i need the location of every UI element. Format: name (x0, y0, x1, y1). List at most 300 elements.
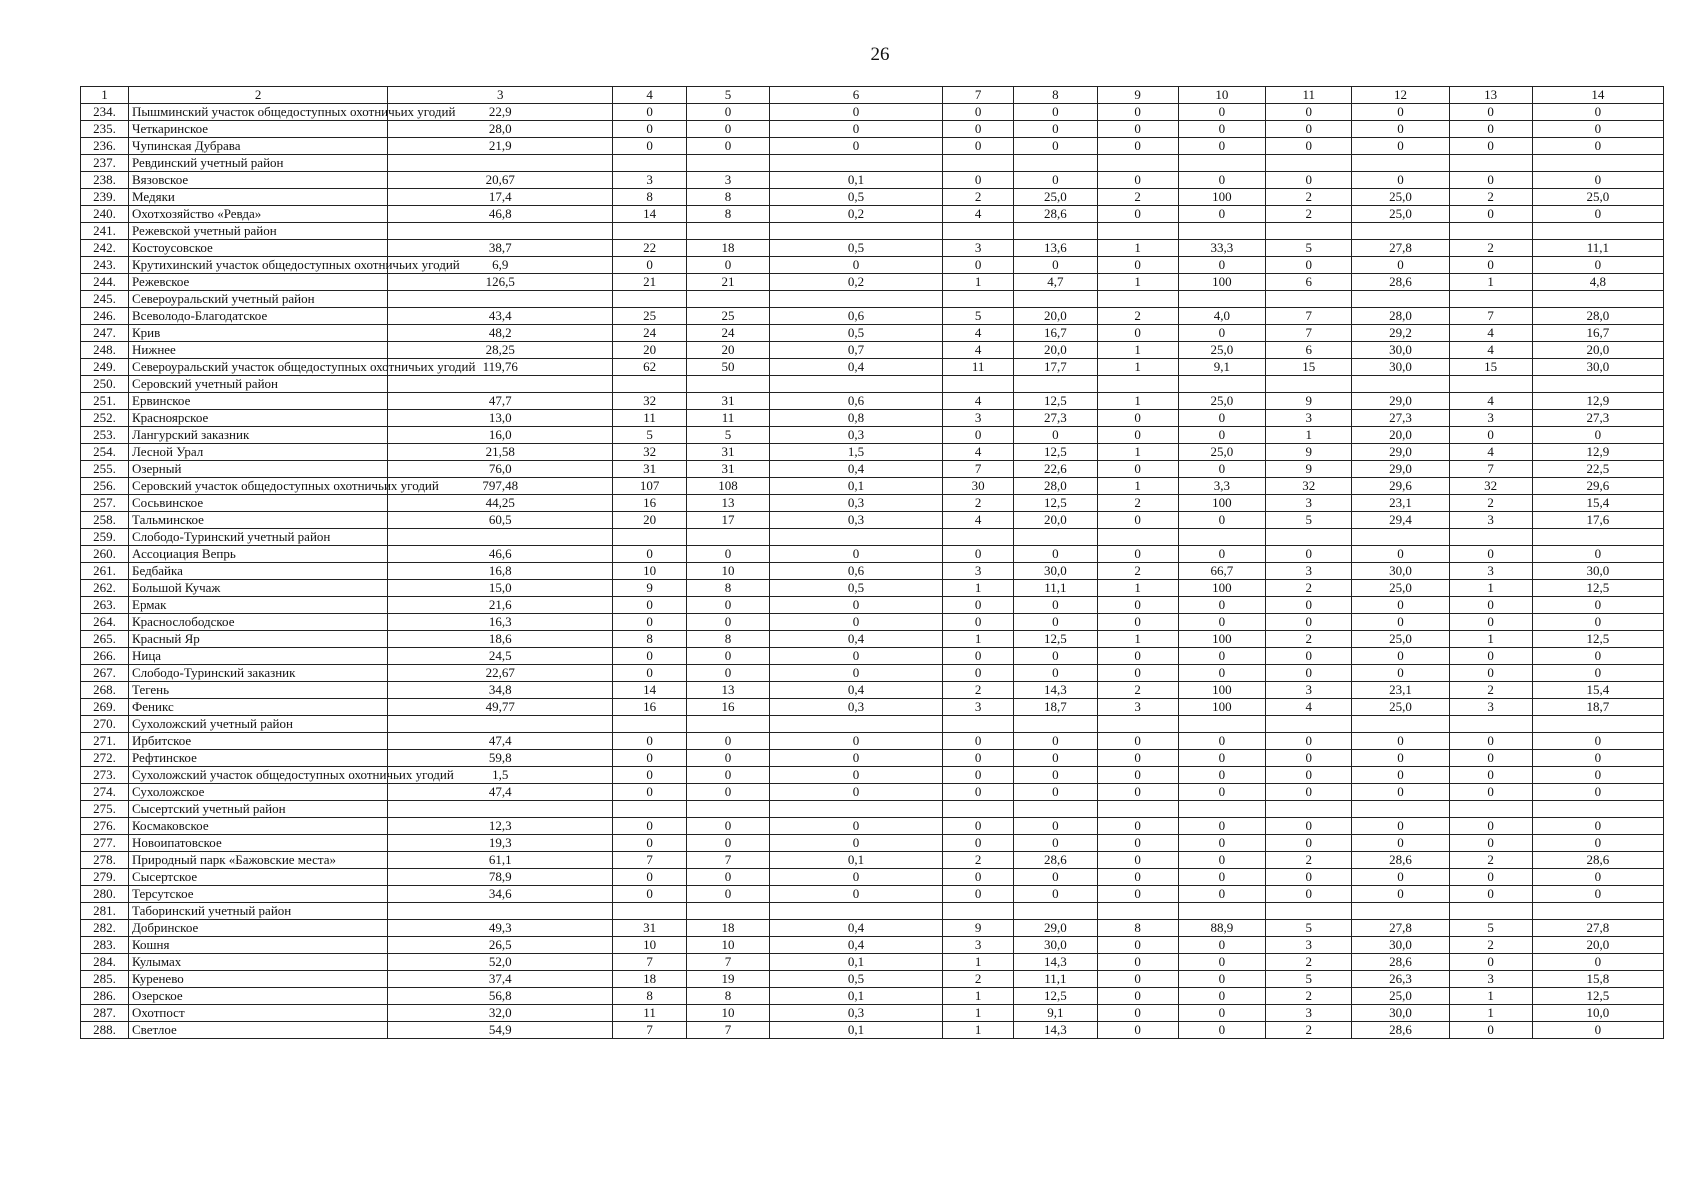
cell-value: 0 (1352, 886, 1449, 903)
cell-value: 0 (1178, 818, 1265, 835)
cell-value: 21 (613, 274, 687, 291)
cell-value: 0,5 (770, 240, 943, 257)
cell-value: 19,3 (388, 835, 613, 852)
cell-value (1014, 223, 1097, 240)
cell-value: 0 (1178, 869, 1265, 886)
row-number: 288. (81, 1022, 129, 1039)
cell-value: 0 (1178, 138, 1265, 155)
cell-value: 25,0 (1352, 631, 1449, 648)
table-row (81, 478, 1664, 495)
row-number: 286. (81, 988, 129, 1005)
cell-value: 0 (1352, 257, 1449, 274)
row-number: 241. (81, 223, 129, 240)
cell-value: 0 (1178, 325, 1265, 342)
area-name: Озерный (129, 461, 388, 478)
cell-value (613, 716, 687, 733)
cell-value: 1 (942, 1005, 1013, 1022)
cell-value: 0 (1449, 546, 1532, 563)
cell-value: 0 (770, 648, 943, 665)
row-number: 273. (81, 767, 129, 784)
cell-value: 3 (1449, 512, 1532, 529)
cell-value: 0 (1532, 172, 1663, 189)
cell-value: 20,0 (1532, 342, 1663, 359)
cell-value: 0 (1449, 886, 1532, 903)
cell-value: 59,8 (388, 750, 613, 767)
column-header: 7 (942, 87, 1013, 104)
cell-value (770, 716, 943, 733)
cell-value (686, 155, 769, 172)
table-row (81, 257, 1664, 274)
table-row (81, 189, 1664, 206)
cell-value: 15,0 (388, 580, 613, 597)
cell-value: 1 (1097, 478, 1178, 495)
row-number: 237. (81, 155, 129, 172)
cell-value: 0 (770, 138, 943, 155)
cell-value: 34,8 (388, 682, 613, 699)
cell-value: 0 (1178, 546, 1265, 563)
cell-value: 0,3 (770, 699, 943, 716)
cell-value: 23,1 (1352, 495, 1449, 512)
cell-value (686, 223, 769, 240)
cell-value: 5 (1266, 920, 1352, 937)
cell-value (388, 903, 613, 920)
cell-value: 100 (1178, 495, 1265, 512)
cell-value (1097, 291, 1178, 308)
cell-value: 10 (686, 1005, 769, 1022)
cell-value: 0,1 (770, 478, 943, 495)
cell-value: 0 (1532, 257, 1663, 274)
area-name: Крутихинский участок общедоступных охотничьих угодий (129, 257, 388, 274)
cell-value: 0 (1266, 784, 1352, 801)
cell-value: 4 (1449, 342, 1532, 359)
cell-value: 0 (1097, 512, 1178, 529)
cell-value: 32 (613, 444, 687, 461)
cell-value: 0 (1014, 597, 1097, 614)
cell-value (1352, 376, 1449, 393)
table-row (81, 886, 1664, 903)
table-row (81, 563, 1664, 580)
cell-value: 15 (1266, 359, 1352, 376)
cell-value: 18 (686, 240, 769, 257)
cell-value: 7 (686, 1022, 769, 1039)
cell-value: 0 (686, 835, 769, 852)
cell-value: 0 (1449, 818, 1532, 835)
cell-value: 0 (1097, 835, 1178, 852)
cell-value: 108 (686, 478, 769, 495)
area-name: Сысертский учетный район (129, 801, 388, 818)
cell-value: 7 (1449, 461, 1532, 478)
cell-value: 0 (1097, 206, 1178, 223)
table-row (81, 648, 1664, 665)
cell-value: 0 (1178, 206, 1265, 223)
cell-value: 24 (686, 325, 769, 342)
cell-value: 20,0 (1014, 342, 1097, 359)
cell-value: 0 (1178, 852, 1265, 869)
row-number: 248. (81, 342, 129, 359)
cell-value (1352, 155, 1449, 172)
cell-value (1449, 291, 1532, 308)
row-number: 285. (81, 971, 129, 988)
cell-value: 0,4 (770, 631, 943, 648)
cell-value (1266, 903, 1352, 920)
cell-value: 0 (613, 767, 687, 784)
cell-value: 0 (770, 257, 943, 274)
row-number: 234. (81, 104, 129, 121)
cell-value: 31 (613, 461, 687, 478)
cell-value: 0 (1014, 104, 1097, 121)
cell-value (942, 903, 1013, 920)
cell-value: 9,1 (1178, 359, 1265, 376)
cell-value (1178, 291, 1265, 308)
cell-value: 0 (770, 665, 943, 682)
cell-value (942, 155, 1013, 172)
cell-value: 3 (942, 937, 1013, 954)
table-row (81, 835, 1664, 852)
cell-value (1014, 376, 1097, 393)
cell-value: 3 (1266, 937, 1352, 954)
cell-value: 0 (613, 750, 687, 767)
cell-value: 0 (1266, 869, 1352, 886)
cell-value: 10,0 (1532, 1005, 1663, 1022)
cell-value: 1 (1449, 580, 1532, 597)
table-row (81, 512, 1664, 529)
cell-value: 0 (686, 750, 769, 767)
cell-value: 2 (1449, 937, 1532, 954)
cell-value: 29,0 (1352, 393, 1449, 410)
cell-value: 0 (1178, 971, 1265, 988)
cell-value (1352, 529, 1449, 546)
cell-value: 5 (1266, 240, 1352, 257)
cell-value: 4 (942, 342, 1013, 359)
cell-value (770, 223, 943, 240)
column-header: 5 (686, 87, 769, 104)
cell-value: 0 (1532, 427, 1663, 444)
cell-value: 46,8 (388, 206, 613, 223)
area-name: Природный парк «Бажовские места» (129, 852, 388, 869)
cell-value: 0 (942, 818, 1013, 835)
cell-value (1178, 155, 1265, 172)
row-number: 281. (81, 903, 129, 920)
cell-value: 0 (1178, 988, 1265, 1005)
cell-value: 0,6 (770, 308, 943, 325)
cell-value: 2 (942, 189, 1013, 206)
cell-value: 4 (1449, 393, 1532, 410)
cell-value: 0 (1014, 818, 1097, 835)
cell-value: 0 (613, 138, 687, 155)
cell-value: 0 (1097, 648, 1178, 665)
cell-value: 0 (686, 733, 769, 750)
cell-value: 30,0 (1352, 359, 1449, 376)
cell-value (1352, 716, 1449, 733)
row-number: 264. (81, 614, 129, 631)
cell-value: 100 (1178, 189, 1265, 206)
cell-value: 2 (1097, 495, 1178, 512)
cell-value: 3 (942, 410, 1013, 427)
cell-value: 44,25 (388, 495, 613, 512)
cell-value: 88,9 (1178, 920, 1265, 937)
cell-value: 0,1 (770, 1022, 943, 1039)
cell-value: 0,2 (770, 274, 943, 291)
row-number: 246. (81, 308, 129, 325)
cell-value: 0,4 (770, 920, 943, 937)
area-name: Таборинский учетный район (129, 903, 388, 920)
cell-value: 0,7 (770, 342, 943, 359)
cell-value: 0 (1178, 784, 1265, 801)
cell-value (388, 291, 613, 308)
cell-value: 0 (1449, 172, 1532, 189)
cell-value: 3 (1449, 410, 1532, 427)
cell-value: 3 (942, 563, 1013, 580)
cell-value: 0,3 (770, 512, 943, 529)
cell-value: 0,1 (770, 954, 943, 971)
cell-value: 9 (1266, 461, 1352, 478)
page-number: 26 (870, 44, 890, 65)
cell-value: 49,77 (388, 699, 613, 716)
area-name: Сухоложский участок общедоступных охотничьих угодий (129, 767, 388, 784)
cell-value: 1 (1097, 393, 1178, 410)
cell-value: 54,9 (388, 1022, 613, 1039)
row-number: 263. (81, 597, 129, 614)
row-number: 266. (81, 648, 129, 665)
cell-value (1532, 376, 1663, 393)
cell-value: 0 (613, 614, 687, 631)
column-header: 4 (613, 87, 687, 104)
cell-value: 0 (1097, 971, 1178, 988)
cell-value: 24,5 (388, 648, 613, 665)
cell-value: 0 (1178, 937, 1265, 954)
cell-value (613, 291, 687, 308)
cell-value: 0 (1532, 546, 1663, 563)
area-name: Ассоциация Вепрь (129, 546, 388, 563)
cell-value (1097, 376, 1178, 393)
cell-value: 11 (942, 359, 1013, 376)
area-name: Пышминский участок общедоступных охотничьих угодий (129, 104, 388, 121)
area-name: Слободо-Туринский учетный район (129, 529, 388, 546)
cell-value: 0 (1352, 818, 1449, 835)
cell-value: 0 (770, 784, 943, 801)
cell-value: 1,5 (770, 444, 943, 461)
cell-value: 1 (1097, 359, 1178, 376)
district-heading-row (81, 223, 1664, 240)
row-number: 277. (81, 835, 129, 852)
row-number: 255. (81, 461, 129, 478)
cell-value: 0 (1178, 767, 1265, 784)
cell-value (388, 223, 613, 240)
row-number: 257. (81, 495, 129, 512)
cell-value: 34,6 (388, 886, 613, 903)
cell-value: 2 (1449, 495, 1532, 512)
table-row (81, 580, 1664, 597)
cell-value (1449, 801, 1532, 818)
cell-value: 0 (686, 665, 769, 682)
row-number: 258. (81, 512, 129, 529)
cell-value: 48,2 (388, 325, 613, 342)
table-row (81, 410, 1664, 427)
cell-value: 0 (1014, 614, 1097, 631)
cell-value: 0 (686, 767, 769, 784)
cell-value: 20,0 (1014, 308, 1097, 325)
cell-value: 0 (1352, 733, 1449, 750)
cell-value: 2 (1266, 189, 1352, 206)
cell-value: 0 (942, 172, 1013, 189)
cell-value: 5 (1449, 920, 1532, 937)
column-header: 10 (1178, 87, 1265, 104)
cell-value: 20,0 (1014, 512, 1097, 529)
cell-value: 32 (1449, 478, 1532, 495)
cell-value: 33,3 (1178, 240, 1265, 257)
cell-value: 4 (942, 206, 1013, 223)
cell-value (1178, 903, 1265, 920)
cell-value: 1 (1097, 274, 1178, 291)
cell-value: 0 (770, 121, 943, 138)
table-row (81, 359, 1664, 376)
area-name: Куренево (129, 971, 388, 988)
cell-value: 7 (613, 852, 687, 869)
cell-value: 2 (942, 495, 1013, 512)
cell-value: 2 (1266, 206, 1352, 223)
column-header: 11 (1266, 87, 1352, 104)
cell-value: 28,6 (1014, 852, 1097, 869)
cell-value (1178, 376, 1265, 393)
row-number: 269. (81, 699, 129, 716)
cell-value: 0 (1266, 172, 1352, 189)
cell-value: 30 (942, 478, 1013, 495)
cell-value: 0,4 (770, 461, 943, 478)
cell-value: 2 (1449, 240, 1532, 257)
cell-value: 0 (1014, 648, 1097, 665)
cell-value: 2 (942, 852, 1013, 869)
cell-value (942, 529, 1013, 546)
cell-value (770, 155, 943, 172)
cell-value: 78,9 (388, 869, 613, 886)
cell-value: 30,0 (1014, 563, 1097, 580)
cell-value: 3 (686, 172, 769, 189)
cell-value: 1 (1449, 988, 1532, 1005)
cell-value: 12,5 (1532, 631, 1663, 648)
cell-value: 37,4 (388, 971, 613, 988)
cell-value: 12,5 (1014, 393, 1097, 410)
cell-value: 0 (1097, 818, 1178, 835)
cell-value: 47,4 (388, 733, 613, 750)
cell-value: 22,5 (1532, 461, 1663, 478)
cell-value: 12,3 (388, 818, 613, 835)
cell-value: 0 (1178, 121, 1265, 138)
area-name: Всеволодо-Благодатское (129, 308, 388, 325)
cell-value: 8 (686, 988, 769, 1005)
cell-value: 0 (1266, 614, 1352, 631)
cell-value (686, 529, 769, 546)
area-name: Красный Яр (129, 631, 388, 648)
cell-value: 0 (1097, 852, 1178, 869)
cell-value (388, 376, 613, 393)
cell-value: 6 (1266, 274, 1352, 291)
cell-value: 0 (1352, 172, 1449, 189)
cell-value: 8 (1097, 920, 1178, 937)
row-number: 243. (81, 257, 129, 274)
cell-value (770, 291, 943, 308)
cell-value: 0 (1266, 886, 1352, 903)
cell-value (613, 801, 687, 818)
cell-value: 11,1 (1014, 580, 1097, 597)
cell-value: 0 (1266, 257, 1352, 274)
cell-value: 0 (1014, 257, 1097, 274)
cell-value: 0 (1532, 206, 1663, 223)
cell-value: 0,6 (770, 393, 943, 410)
cell-value: 3 (1097, 699, 1178, 716)
cell-value (1532, 801, 1663, 818)
cell-value: 22,67 (388, 665, 613, 682)
cell-value: 11 (613, 410, 687, 427)
cell-value: 0 (686, 818, 769, 835)
cell-value: 0 (1266, 733, 1352, 750)
cell-value (686, 376, 769, 393)
cell-value: 0 (686, 138, 769, 155)
column-header: 13 (1449, 87, 1532, 104)
cell-value: 0 (1352, 869, 1449, 886)
cell-value: 0 (1266, 835, 1352, 852)
cell-value: 60,5 (388, 512, 613, 529)
row-number: 271. (81, 733, 129, 750)
row-number: 250. (81, 376, 129, 393)
cell-value: 0,1 (770, 988, 943, 1005)
cell-value: 6,9 (388, 257, 613, 274)
cell-value: 0 (613, 648, 687, 665)
cell-value (1014, 291, 1097, 308)
area-name: Ревдинский учетный район (129, 155, 388, 172)
cell-value: 9,1 (1014, 1005, 1097, 1022)
cell-value: 1 (942, 988, 1013, 1005)
cell-value: 30,0 (1352, 937, 1449, 954)
cell-value: 0,5 (770, 325, 943, 342)
district-heading-row (81, 291, 1664, 308)
table-row (81, 937, 1664, 954)
cell-value: 0 (1178, 104, 1265, 121)
cell-value: 0 (613, 835, 687, 852)
cell-value: 1 (1097, 580, 1178, 597)
cell-value: 25,0 (1352, 189, 1449, 206)
cell-value: 0 (1097, 325, 1178, 342)
cell-value: 0 (1266, 767, 1352, 784)
row-number: 252. (81, 410, 129, 427)
cell-value: 0 (613, 546, 687, 563)
cell-value: 3 (942, 240, 1013, 257)
area-name: Добринское (129, 920, 388, 937)
cell-value: 8 (613, 988, 687, 1005)
cell-value: 0,3 (770, 495, 943, 512)
area-name: Вязовское (129, 172, 388, 189)
cell-value: 30,0 (1532, 359, 1663, 376)
cell-value (1178, 716, 1265, 733)
cell-value (942, 801, 1013, 818)
cell-value: 0 (686, 597, 769, 614)
cell-value (1266, 223, 1352, 240)
cell-value: 28,6 (1014, 206, 1097, 223)
table-row (81, 121, 1664, 138)
cell-value (1449, 529, 1532, 546)
area-name: Кулымах (129, 954, 388, 971)
cell-value (770, 903, 943, 920)
cell-value: 12,5 (1014, 631, 1097, 648)
column-header: 14 (1532, 87, 1663, 104)
cell-value: 8 (686, 631, 769, 648)
cell-value: 0 (1266, 121, 1352, 138)
row-number: 267. (81, 665, 129, 682)
table-row (81, 733, 1664, 750)
cell-value: 25,0 (1352, 580, 1449, 597)
district-heading-row (81, 155, 1664, 172)
cell-value: 0 (942, 257, 1013, 274)
cell-value: 7 (942, 461, 1013, 478)
